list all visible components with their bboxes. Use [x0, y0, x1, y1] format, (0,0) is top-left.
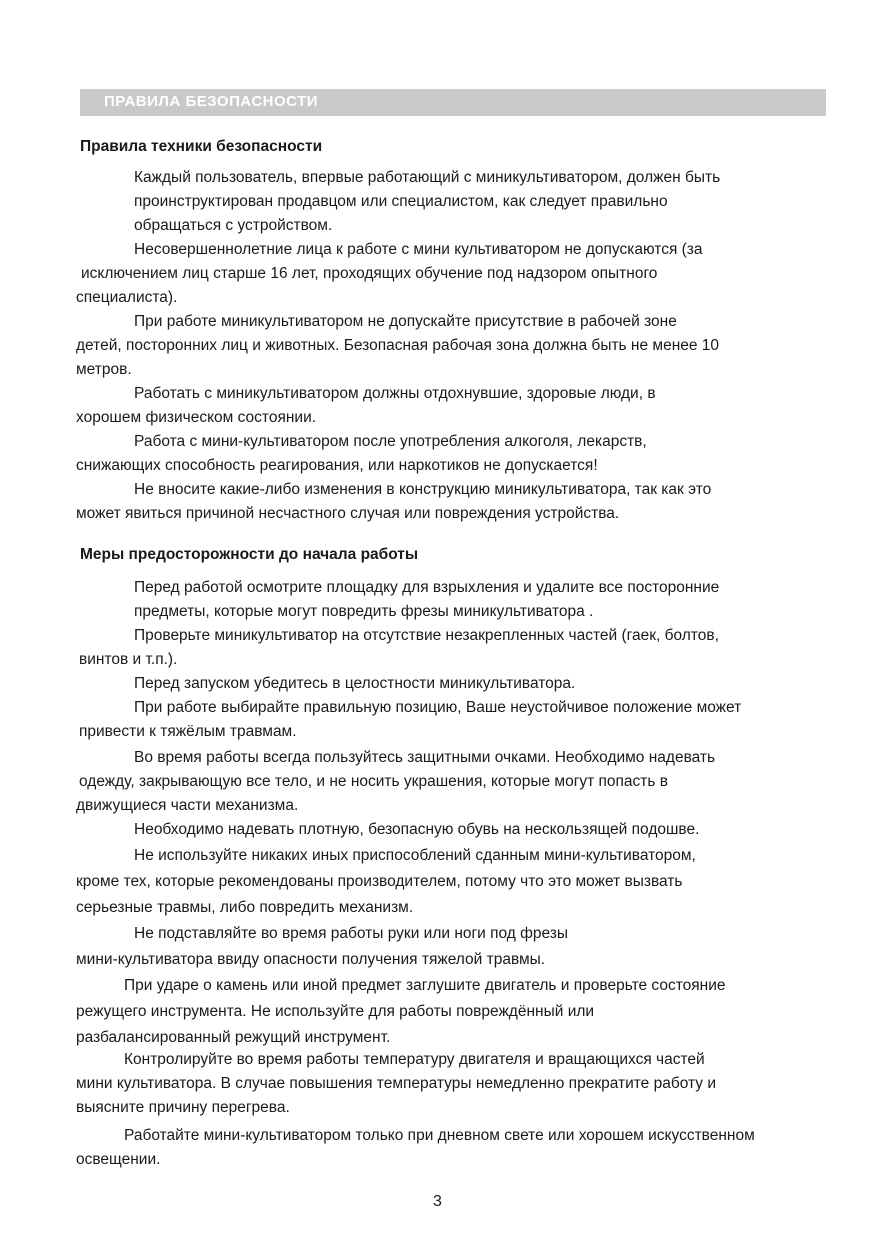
- text-line: Работать с миникультиватором должны отдохнувшие, здоровые люди, в: [134, 385, 656, 402]
- text-line: винтов и т.п.).: [79, 651, 178, 668]
- text-line: предметы, которые могут повредить фрезы миникультиватора .: [134, 603, 594, 620]
- text-line: мини-культиватора ввиду опасности получения тяжелой травмы.: [76, 951, 546, 968]
- text-line: Необходимо надевать плотную, безопасную обувь на нескользящей подошве.: [134, 821, 700, 838]
- text-line: движущиеся части механизма.: [76, 797, 299, 814]
- text-line: исключением лиц старше 16 лет, проходящих обучение под надзором опытного: [81, 265, 658, 282]
- text-line: специалиста).: [76, 289, 178, 306]
- text-line: мини культиватора. В случае повышения температуры немедленно прекратите работу и: [76, 1075, 716, 1092]
- text-line: привести к тяжёлым травмам.: [79, 723, 297, 740]
- text-line: снижающих способность реагирования, или наркотиков не допускается!: [76, 457, 598, 474]
- text-line: Не вносите какие-либо изменения в конструкцию миникультиватора, так как это: [134, 481, 712, 498]
- text-line: выясните причину перегрева.: [76, 1099, 290, 1116]
- text-line: Работа с мини-культиватором после употребления алкоголя, лекарств,: [134, 433, 647, 450]
- text-line: хорошем физическом состоянии.: [76, 409, 317, 426]
- section-header-band: [80, 89, 826, 116]
- heading-safety-rules: Правила техники безопасности: [80, 138, 323, 155]
- text-line: Контролируйте во время работы температуру двигателя и вращающихся частей: [124, 1051, 705, 1068]
- text-line: Не используйте никаких иных приспособлений сданным мини-культиватором,: [134, 847, 696, 864]
- text-line: детей, посторонних лиц и животных. Безопасная рабочая зона должна быть не менее 10: [76, 337, 720, 354]
- section-title: ПРАВИЛА БЕЗОПАСНОСТИ: [104, 93, 319, 110]
- text-line: Работайте мини-культиватором только при дневном свете или хорошем искусственном: [124, 1127, 755, 1144]
- text-line: обращаться с устройством.: [134, 217, 333, 234]
- text-line: При ударе о камень или иной предмет заглушите двигатель и проверьте состояние: [124, 977, 726, 994]
- text-line: кроме тех, которые рекомендованы производителем, потому что это может вызвать: [76, 873, 683, 890]
- page-number: 3: [433, 1193, 442, 1210]
- text-line: Перед работой осмотрите площадку для взрыхления и удалите все посторонние: [134, 579, 720, 596]
- text-line: Проверьте миникультиватор на отсутствие незакрепленных частей (гаек, болтов,: [134, 627, 719, 644]
- text-line: Каждый пользователь, впервые работающий с миникультиватором, должен быть: [134, 169, 721, 186]
- text-line: серьезные травмы, либо повредить механизм.: [76, 899, 414, 916]
- text-line: При работе выбирайте правильную позицию, Ваше неустойчивое положение может: [134, 699, 742, 716]
- text-line: одежду, закрывающую все тело, и не носить украшения, которые могут попасть в: [79, 773, 669, 790]
- text-line: освещении.: [76, 1151, 161, 1168]
- text-line: Перед запуском убедитесь в целостности миникультиватора.: [134, 675, 576, 692]
- text-line: метров.: [76, 361, 132, 378]
- text-line: разбалансированный режущий инструмент.: [76, 1029, 391, 1046]
- text-line: Несовершеннолетние лица к работе с мини культиватором не допускаются (за: [134, 241, 703, 258]
- text-line: режущего инструмента. Не используйте для работы повреждённый или: [76, 1003, 595, 1020]
- text-line: Во время работы всегда пользуйтесь защитными очками. Необходимо надевать: [134, 749, 716, 766]
- text-line: При работе миникультиватором не допускайте присутствие в рабочей зоне: [134, 313, 677, 330]
- heading-precautions: Меры предосторожности до начала работы: [80, 546, 419, 563]
- text-line: Не подставляйте во время работы руки или ноги под фрезы: [134, 925, 569, 942]
- text-line: может явиться причиной несчастного случая или повреждения устройства.: [76, 505, 620, 522]
- text-line: проинструктирован продавцом или специалистом, как следует правильно: [134, 193, 668, 210]
